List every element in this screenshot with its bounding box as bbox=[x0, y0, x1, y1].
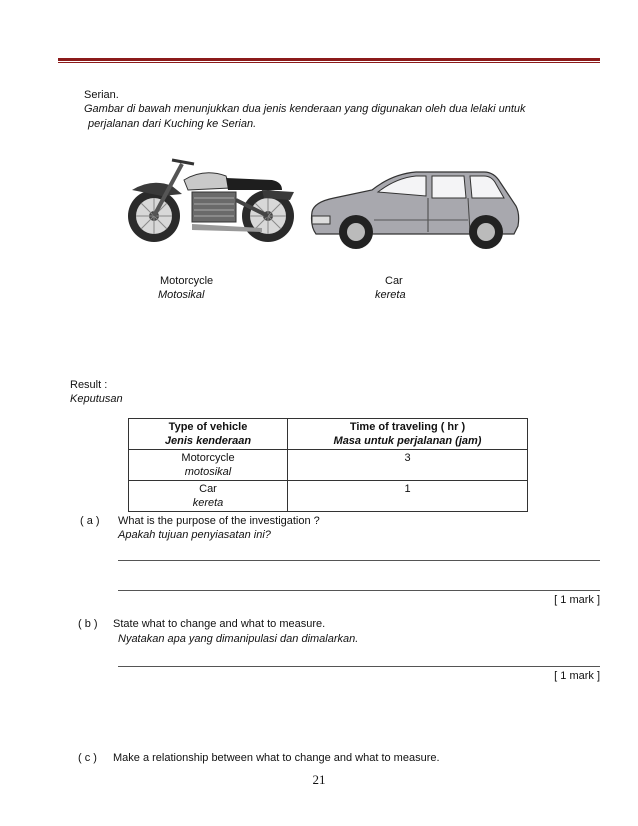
car-image bbox=[308, 160, 524, 252]
question-b-text-ms: Nyatakan apa yang dimanipulasi dan dimalarkan. bbox=[118, 633, 359, 645]
table-row bbox=[129, 450, 528, 481]
result-label-ms: Keputusan bbox=[70, 393, 123, 405]
question-b-number: ( b ) bbox=[78, 618, 98, 630]
question-c-text-en: Make a relationship between what to change and what to measure. bbox=[113, 752, 440, 764]
header-rule-thin bbox=[58, 62, 600, 63]
motorcycle-image bbox=[122, 150, 300, 250]
car-label-ms: kereta bbox=[375, 289, 406, 301]
row-type-en: Car bbox=[199, 483, 217, 495]
table-cell bbox=[288, 450, 528, 481]
header-time-ms: Masa untuk perjalanan (jam) bbox=[333, 435, 482, 447]
header-rule bbox=[58, 58, 600, 61]
row-time: 1 bbox=[404, 483, 411, 495]
question-b-text-en: State what to change and what to measure. bbox=[113, 618, 326, 630]
table-cell bbox=[129, 481, 288, 512]
table-cell bbox=[288, 481, 528, 512]
question-a-number: ( a ) bbox=[80, 515, 100, 527]
answer-line[interactable] bbox=[118, 666, 600, 667]
question-a-text-en: What is the purpose of the investigation ? bbox=[118, 515, 320, 527]
table-row bbox=[129, 481, 528, 512]
results-table bbox=[128, 418, 528, 512]
intro-line-1: Serian. bbox=[84, 89, 119, 101]
answer-line[interactable] bbox=[118, 590, 600, 591]
table-cell bbox=[129, 450, 288, 481]
header-type-ms: Jenis kenderaan bbox=[164, 435, 252, 447]
table-header-row bbox=[129, 419, 528, 450]
row-type-ms: kereta bbox=[192, 497, 224, 509]
motorcycle-label-ms: Motosikal bbox=[158, 289, 205, 301]
row-time: 3 bbox=[404, 452, 411, 464]
page-number: 21 bbox=[312, 772, 326, 787]
header-type-en: Type of vehicle bbox=[168, 421, 248, 433]
intro-line-2: Gambar di bawah menunjukkan dua jenis kenderaan yang digunakan oleh dua lelaki untuk bbox=[84, 103, 526, 115]
question-a-text-ms: Apakah tujuan penyiasatan ini? bbox=[118, 529, 271, 541]
row-type-ms: motosikal bbox=[184, 466, 232, 478]
result-label-en: Result : bbox=[70, 379, 108, 391]
question-a-mark: [ 1 mark ] bbox=[554, 594, 600, 606]
row-type-en: Motorcycle bbox=[181, 452, 235, 464]
table-header-cell bbox=[288, 419, 528, 450]
table-header-cell bbox=[129, 419, 288, 450]
answer-line[interactable] bbox=[118, 560, 600, 561]
car-label-en: Car bbox=[385, 275, 403, 287]
question-c-number: ( c ) bbox=[78, 752, 97, 764]
intro-line-3: perjalanan dari Kuching ke Serian. bbox=[88, 118, 257, 130]
motorcycle-label-en: Motorcycle bbox=[160, 275, 214, 287]
question-b-mark: [ 1 mark ] bbox=[554, 670, 600, 682]
header-time-en: Time of traveling ( hr ) bbox=[349, 421, 466, 433]
